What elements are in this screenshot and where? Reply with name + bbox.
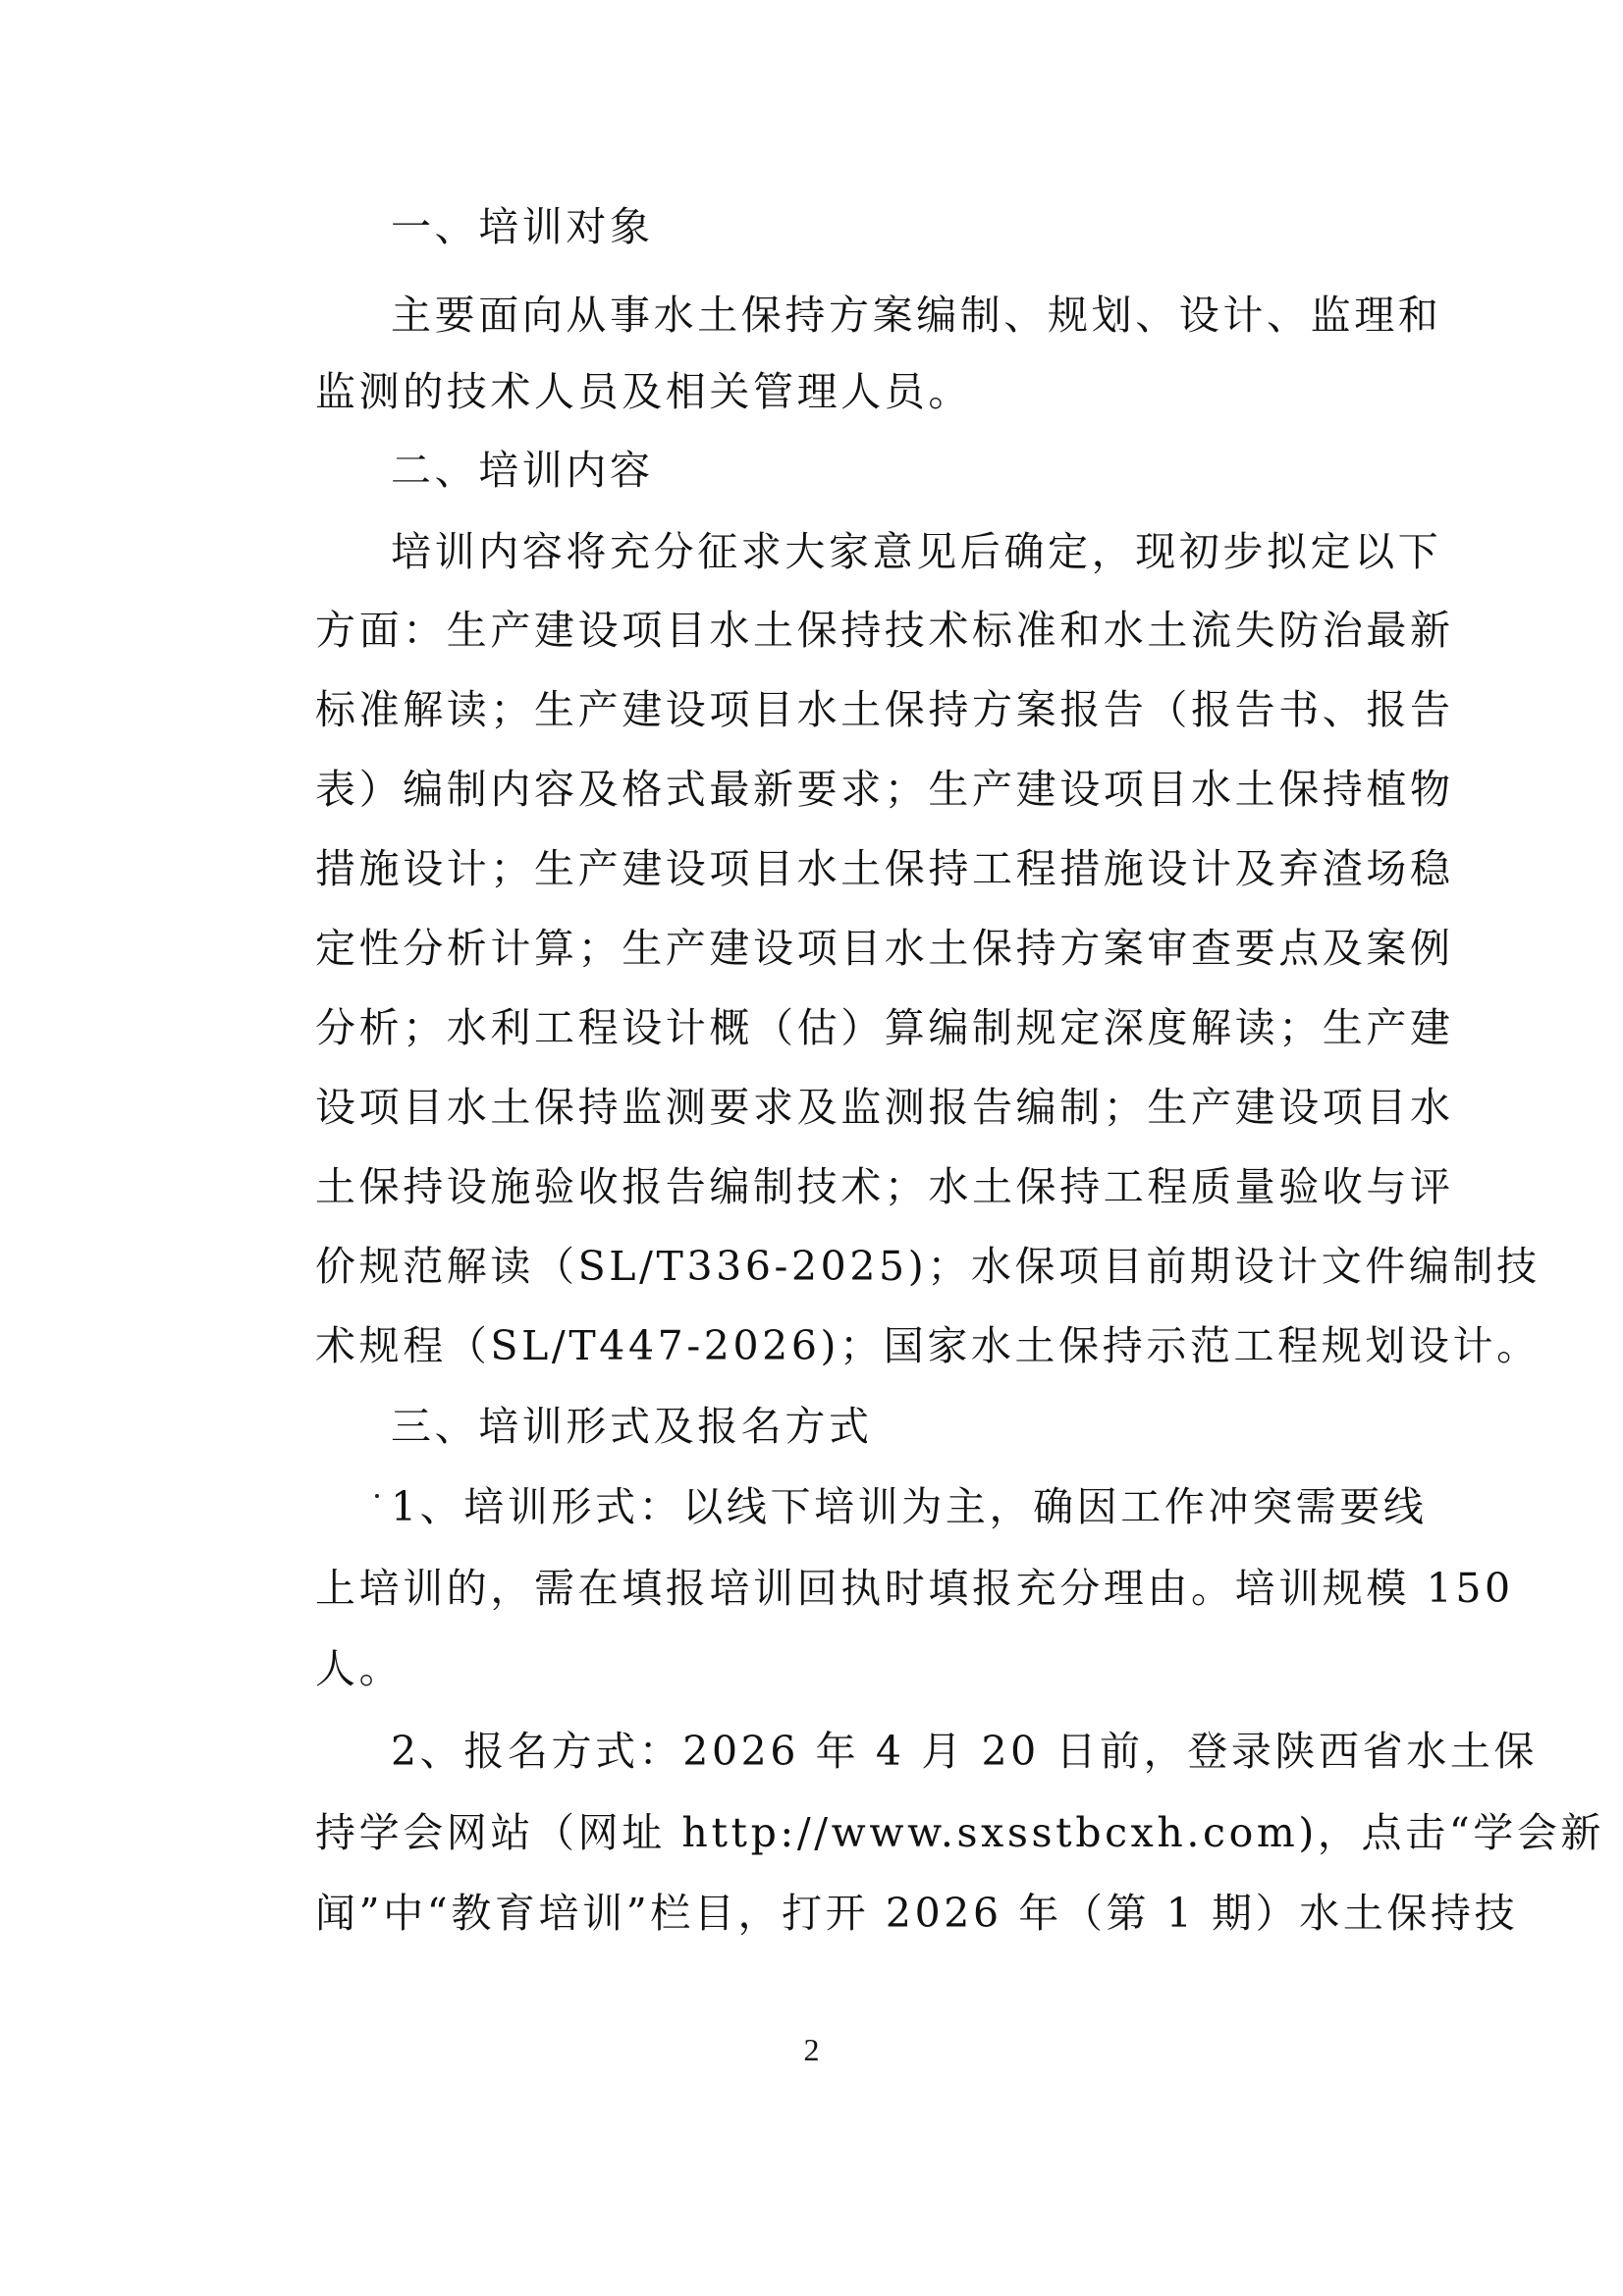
paragraph-line: 持学会网站（网址 http://www.sxsstbcxh.com)，点击“学会新 [315, 1809, 1605, 1856]
paragraph-line: 定性分析计算；生产建设项目水土保持方案审查要点及案例 [315, 925, 1454, 972]
paragraph-line: 主要面向从事水土保持方案编制、规划、设计、监理和 [391, 292, 1442, 339]
heading-training-target: 一、培训对象 [391, 203, 654, 250]
paragraph-line: 术规程（SL/T447-2026)；国家水土保持示范工程规划设计。 [315, 1322, 1541, 1369]
paragraph-line: 设项目水土保持监测要求及监测报告编制；生产建设项目水 [315, 1084, 1454, 1131]
stray-dot-mark [375, 1494, 379, 1498]
paragraph-line: 培训内容将充分征求大家意见后确定，现初步拟定以下 [391, 528, 1442, 575]
paragraph-line: 措施设计；生产建设项目水土保持工程措施设计及弃渣场稳 [315, 845, 1454, 892]
paragraph-line: 标准解读；生产建设项目水土保持方案报告（报告书、报告 [315, 686, 1454, 733]
paragraph-line: 分析；水利工程设计概（估）算编制规定深度解读；生产建 [315, 1004, 1454, 1051]
paragraph-line: 2、报名方式：2026 年 4 月 20 日前，登录陕西省水土保 [391, 1728, 1539, 1775]
paragraph-line: 方面：生产建设项目水土保持技术标准和水土流失防治最新 [315, 607, 1454, 654]
paragraph-line: 表）编制内容及格式最新要求；生产建设项目水土保持植物 [315, 766, 1454, 813]
paragraph-line: 上培训的，需在填报培训回执时填报充分理由。培训规模 150 [315, 1565, 1514, 1612]
paragraph-line: 土保持设施验收报告编制技术；水土保持工程质量验收与评 [315, 1163, 1454, 1210]
paragraph-line: 闻”中“教育培训”栏目，打开 2026 年（第 1 期）水土保持技 [315, 1890, 1519, 1937]
heading-training-content: 二、培训内容 [391, 447, 654, 494]
paragraph-line: 人。 [315, 1645, 404, 1692]
paragraph-line: 监测的技术人员及相关管理人员。 [315, 368, 972, 415]
paragraph-line: 价规范解读（SL/T336-2025)；水保项目前期设计文件编制技 [315, 1243, 1541, 1290]
heading-training-format: 三、培训形式及报名方式 [391, 1403, 873, 1450]
page-number: 2 [803, 2032, 820, 2067]
paragraph-line: 1、培训形式：以线下培训为主，确因工作冲突需要线 [391, 1483, 1428, 1530]
